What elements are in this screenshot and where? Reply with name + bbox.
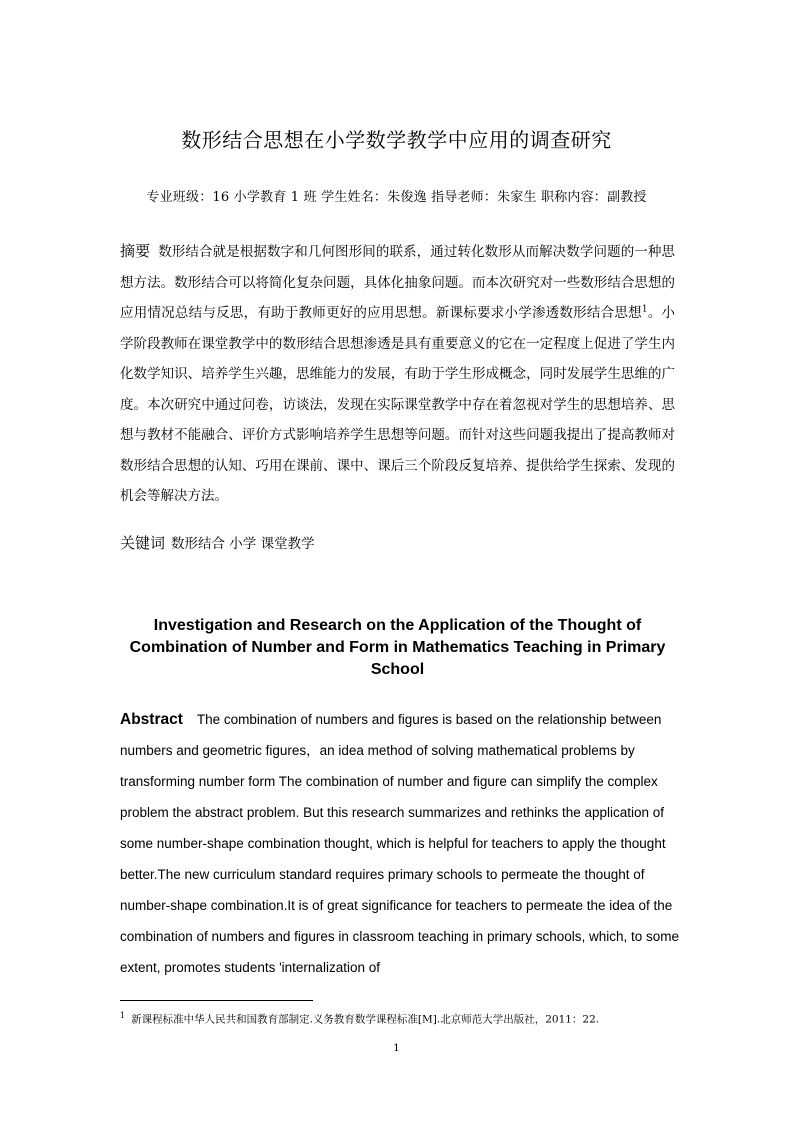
chinese-abstract-label: 摘要	[120, 242, 151, 260]
chinese-keywords-text: 数形结合 小学 课堂教学	[171, 536, 315, 552]
footnote-reference: 1	[641, 304, 648, 315]
footnote-separator	[120, 1000, 313, 1001]
english-abstract-label: Abstract	[120, 711, 183, 728]
page-number: 1	[393, 1042, 400, 1054]
chinese-keywords-label: 关键词	[120, 534, 166, 552]
english-abstract	[120, 704, 680, 983]
chinese-keywords	[120, 532, 675, 553]
chinese-abstract-text-part1: 数形结合就是根据数字和几何图形间的联系，通过转化数形从而解决数学问题的一种思想方法。数形结合可以将简化复杂问题，具体化抽象问题。而本次研究对一些数形结合思想的应用情况总结与反思，有助于教师更好的应用思想。新课标要求小学渗透数形结合思想	[120, 244, 675, 321]
author-info-line: 专业班级：16 小学教育 1 班 学生姓名：朱俊逸 指导老师：朱家生 职称内容：副教授	[146, 190, 647, 205]
footnote	[120, 1011, 680, 1027]
english-title: Investigation and Research on the Application of the Thought of Combination of Number and Form in Mathematics Teaching in Primary School	[129, 617, 666, 678]
footnote-mark: 1	[120, 1011, 126, 1020]
footnote-text: 新课程标准中华人民共和国教育部制定.义务教育数学课程标准[M].北京师范大学出版社，2011：22.	[131, 1013, 600, 1026]
chinese-abstract	[120, 236, 675, 512]
chinese-title: 数形结合思想在小学数学教学中应用的调查研究	[181, 128, 612, 152]
chinese-abstract-text-part2: 。小学阶段教师在课堂教学中的数形结合思想渗透是具有重要意义的它在一定程度上促进了学生内化数学知识、培养学生兴趣，思维能力的发展，有助于学生形成概念，同时发展学生思维的广度。本次研究中通过问卷，访谈法，发现在实际课堂教学中存在着忽视对学生的思想培养、思想与教材不能融合、评价方式影响培养学生思想等问题。而针对这些问题我提出了提高教师对数形结合思想的认知、巧用在课前、课中、课后三个阶段反复培养、提供给学生探索、发现的机会等解决方法。	[120, 305, 676, 504]
english-abstract-text: The combination of numbers and figures is based on the relationship between numbers and geometric figures，an idea method of solving mathematical problems by transforming number form The combination of number and figure can simplify the complex problem the abstract problem. But this research summarizes and rethinks the application of some number-shape combination thought, which is helpful for teachers to apply the thought better.The new curriculum standard requires primary schools to permeate the thought of number-shape combination.It is of great significance for teachers to permeate the idea of the combination of numbers and figures in classroom teaching in primary schools, which, to some extent, promotes students 'internalization of	[120, 712, 680, 975]
